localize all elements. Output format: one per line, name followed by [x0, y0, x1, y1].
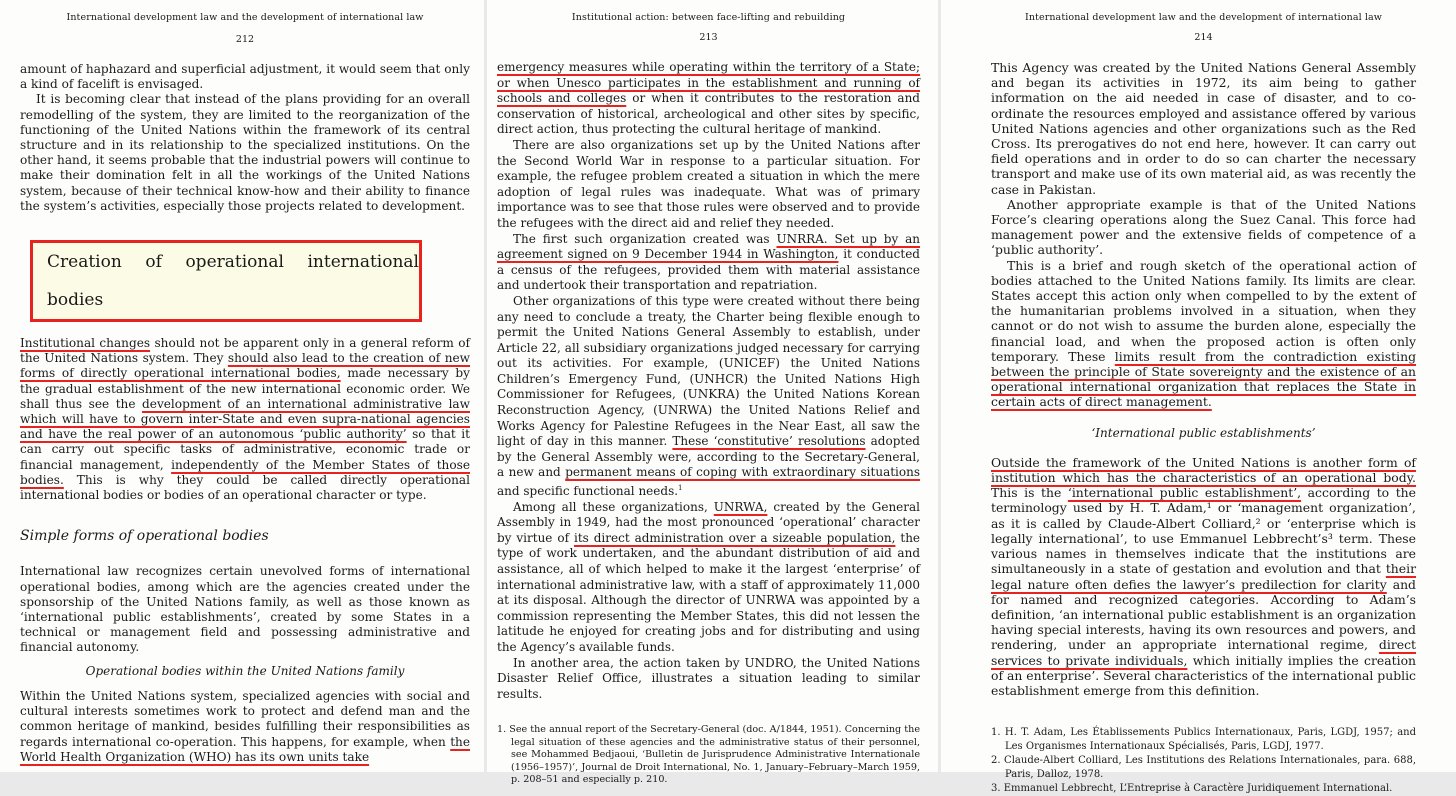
text-span: the type of work undertaken, and the abundant distribution of aid and assistance, all of which helped to make it the largest ‘enterprise’ of international administrative law, with a staff of approximately 11,000 at its disposal. Although the director of UNRWA was appointed by a commission representing the Member States, this did not lessen the latitude he enjoyed for creating jobs and for distributing and using the Agency’s available funds. [497, 530, 921, 654]
text-span: so that it can carry out specific tasks of administrative, economic trade or financial management, [20, 427, 470, 472]
page-number: 214 [1194, 32, 1213, 43]
highlight-underline: Outside the framework of the United Nations is another form of institution which has the characteristics of an operational body. [991, 454, 1416, 486]
highlight-underline: UNRWA, [713, 499, 768, 514]
highlight-underline: emergency measures while operating within the territory of a State; or when [497, 60, 920, 90]
highlight-underline: permanent means of coping with extraordinary situations [565, 465, 920, 480]
body-text [497, 60, 920, 702]
paragraph: amount of haphazard and superficial adjustment, it would seem that only a kind of facelift is envisaged. [20, 62, 470, 92]
running-head: International development law and the development of international law [66, 12, 424, 23]
text-span: This is the [991, 485, 1068, 501]
footnotes [497, 724, 920, 786]
paragraph [497, 500, 920, 656]
page-212 [0, 0, 484, 772]
text-span: adopted by the General Assembly were, according to the Secretary-General, a new and [497, 434, 920, 480]
text-span: according to the terminology used by H. T. Adam,¹ or ‘management organization’, as it is called by Claude-Albert Colliard,² or ‘enterprise which is legally international’, to use Emmanuel Lebbrecht’s³ term. These various names in themselves indicate that the institutions are simultaneously in a state of gestation and evolution and that [991, 485, 1416, 577]
text-span: The first such organization created was [513, 231, 777, 246]
footnote: 1. H. T. Adam, Les Établissements Publics Internationaux, Paris, LGDJ, 1957; and Les Organismes Internationaux Spécialisés, Paris, LGDJ, 1977. [991, 727, 1416, 753]
highlight-underline: ‘international public establishment’, [1067, 485, 1302, 501]
page-214 [941, 0, 1456, 795]
highlight-underline: their legal nature often defies the lawyer’s predilection for clarity [991, 561, 1416, 592]
body-text [20, 62, 470, 765]
text-span: and for named and recognized categories. According to Adam’s definition, ‘an international public establishment is an organization having special interests, having its own resources and powers, and rendering, under an appropriate international regime, [991, 576, 1416, 653]
highlight-underline: limits result from the contradiction existing between the principle of State sovereignty and the existence of an operational international organization that replaces the State in certain acts of direct management. [991, 348, 1416, 410]
text-span: it conducted a census of the refugees, provided them with material assistance and undertook their transportation and repatriation. [497, 247, 920, 293]
page-number: 212 [235, 34, 255, 45]
highlight-underline: independently of the Member States of those bodies. [20, 457, 470, 487]
highlight-underline: the World Health Organization (WHO) has its own units take [20, 734, 470, 764]
subsection-heading-centered: ‘International public establishments’ [1091, 425, 1316, 440]
body-text [991, 60, 1416, 698]
highlight-underline: Institutional changes [20, 336, 151, 351]
highlight-underline: Unesco participates in the establishment and running of schools and colleges [497, 75, 921, 106]
paragraph: In another area, the action taken by UNDRO, the United Nations Disaster Relief Office, illustrates a situation leading to similar results. [497, 655, 920, 701]
subsection-heading: Simple forms of operational bodies [20, 528, 269, 545]
paragraph: There are also organizations set up by the United Nations after the Second World War in response to a particular situation. For example, the refugee problem created a situation in which the mere adoption of legal rules was inadequate. What was of primary importance was to see that those rules were observed and to provide the refugees with the direct aid and relief they needed. [497, 137, 920, 230]
paragraph [20, 336, 470, 503]
text-span: or when it contributes to the restoration and conservation of historical, archeological and other sites by specific, direct action, thus protecting the cultural heritage of mankind. [497, 91, 920, 137]
running-head: International development law and the development of international law [1024, 12, 1383, 23]
running-head: Institutional action: between face-lifting and rebuilding [571, 12, 846, 23]
page-number: 213 [699, 32, 718, 43]
text-span: Other organizations of this type were created without there being any need to conclude a treaty, the Charter being flexible enough to permit the United Nations General Assembly to establish, under Article 22, all subsidiary organizations judged necessary for carrying out its activities. For example, (UNICEF) the United Nations Children’s Emergency Fund, (UNHCR) the United Nations High Commissioner for Refugees, (UNKRA) the United Nations Korean Reconstruction Agency, (UNRWA) the United Nations Relief and Works Agency for Palestine Refugees in the Near East, all saw the light of day in this manner. [497, 293, 920, 449]
paragraph: Another appropriate example is that of the United Nations Force’s clearing operations along the Suez Canal. This force had management power and the extensive fields of competence of a ‘public authority’. [991, 196, 1416, 258]
text-span: This is a brief and rough sketch of the operational action of bodies attached to the United Nations family. Its limits are clear. States accept this action only when compelled to by the extent of the humanitarian problems involved in a situation, when they cannot or do not wish to assume the burden alone, especially the financial load, and when the proposed action is often only temporary. These [991, 257, 1416, 364]
highlight-underline: direct services to private individuals, [991, 637, 1416, 668]
footnote-marker: 1 [678, 484, 683, 493]
highlight-underline: These ‘constitutive’ resolutions [672, 434, 866, 449]
section-heading-boxed: Creation of operational international bodies [30, 240, 422, 322]
text-span: and specific functional needs. [497, 484, 679, 499]
footnote: 3. Emmanuel Lebbrecht, L’Entreprise à Caractère Juridiquement International. [991, 783, 1393, 795]
paragraph: This Agency was created by the United Nations General Assembly and began its activities in 1972, its aim being to gather information on the aid needed in case of disaster, and to co-ordinate the resources employed and assistance offered by various United Nations agencies and other organizations such as the Red Cross. Its prerogatives do not end here, however. It can carry out field operations and in order to do so can charter the necessary transport and make use of its own material aid, as was recently the case in Pakistan. [991, 60, 1416, 197]
footnote: 2. Claude-Albert Colliard, Les Institutions des Relations Internationales, para. 688, Paris, Dalloz, 1978. [991, 755, 1416, 781]
page-213 [487, 0, 938, 785]
paragraph [20, 689, 470, 765]
text-span: Within the United Nations system, specialized agencies with social and cultural interests sometimes work to protect and defend man and the common heritage of mankind, besides fulfilling their responsibilities as regards international co-operation. This happens, for example, when [20, 688, 470, 749]
subsection-heading-centered: Operational bodies within the United Nations family [85, 663, 405, 678]
paragraph [497, 60, 920, 138]
highlight-underline: its direct administration over a sizeable population, [573, 530, 896, 545]
text-span: made necessary by the gradual establishment of the new international economic order. We shall thus see the [20, 366, 470, 411]
text-span: which initially implies the creation of an enterprise’. Several characteristics of the international public establishment emerge from this definition. [991, 652, 1417, 698]
highlight-underline: UNRRA. Set up by an agreement signed on 9 December 1944 in Washington, [497, 231, 920, 262]
paragraph [991, 455, 1416, 698]
paragraph [497, 232, 920, 294]
text-span: Among all these organizations, [513, 499, 714, 514]
paragraph: International law recognizes certain unevolved forms of international operational bodies, among which are the agencies created under the sponsorship of the United Nations family, as well as those known as ‘international public establishments’, created by some States in a technical or management field and possessing administrative and financial autonomy. [20, 564, 470, 655]
footnote: 1. See the annual report of the Secretary-General (doc. A/1844, 1951). Concerning the legal situation of these agencies and the administrative status of their personnel, see Mohammed Bedjaoui, ‘Bulletin de Jurisprudence Administrative Internationale (1956–1957)’, Journal de Droit International, No. 1, January–February–March 1959, p. 208–51 and especially p. 210. [497, 724, 920, 785]
paragraph [991, 258, 1416, 410]
highlight-underline: development of an international administrative law which will have to govern inter-State and even supra-national agencies and have the real power of an autonomous ‘public authority’ [20, 396, 470, 442]
paragraph: It is becoming clear that instead of the plans providing for an overall remodelling of the system, they are limited to the reorganization of the functioning of the United Nations within the framework of its central structure and in its relationship to the specialized institutions. On the other hand, it seems probable that the industrial powers will continue to make their domination felt in all the workings of the United Nations system, because of their technical know-how and their ability to finance the system’s activities, especially those projects related to development. [20, 92, 470, 213]
text-span: This is why they could be called directly operational international bodies or bodies of an operational character or type. [20, 472, 470, 503]
highlight-underline: should also lead to the creation of new forms of directly operational international bodies, [20, 351, 470, 381]
text-span: created by the General Assembly in 1949, had the most pronounced ‘operational’ character by virtue of [497, 499, 920, 545]
footnotes [991, 726, 1416, 796]
text-span: should not be apparent only in a general reform of the United Nations system. They [20, 336, 470, 366]
paragraph [497, 294, 920, 500]
